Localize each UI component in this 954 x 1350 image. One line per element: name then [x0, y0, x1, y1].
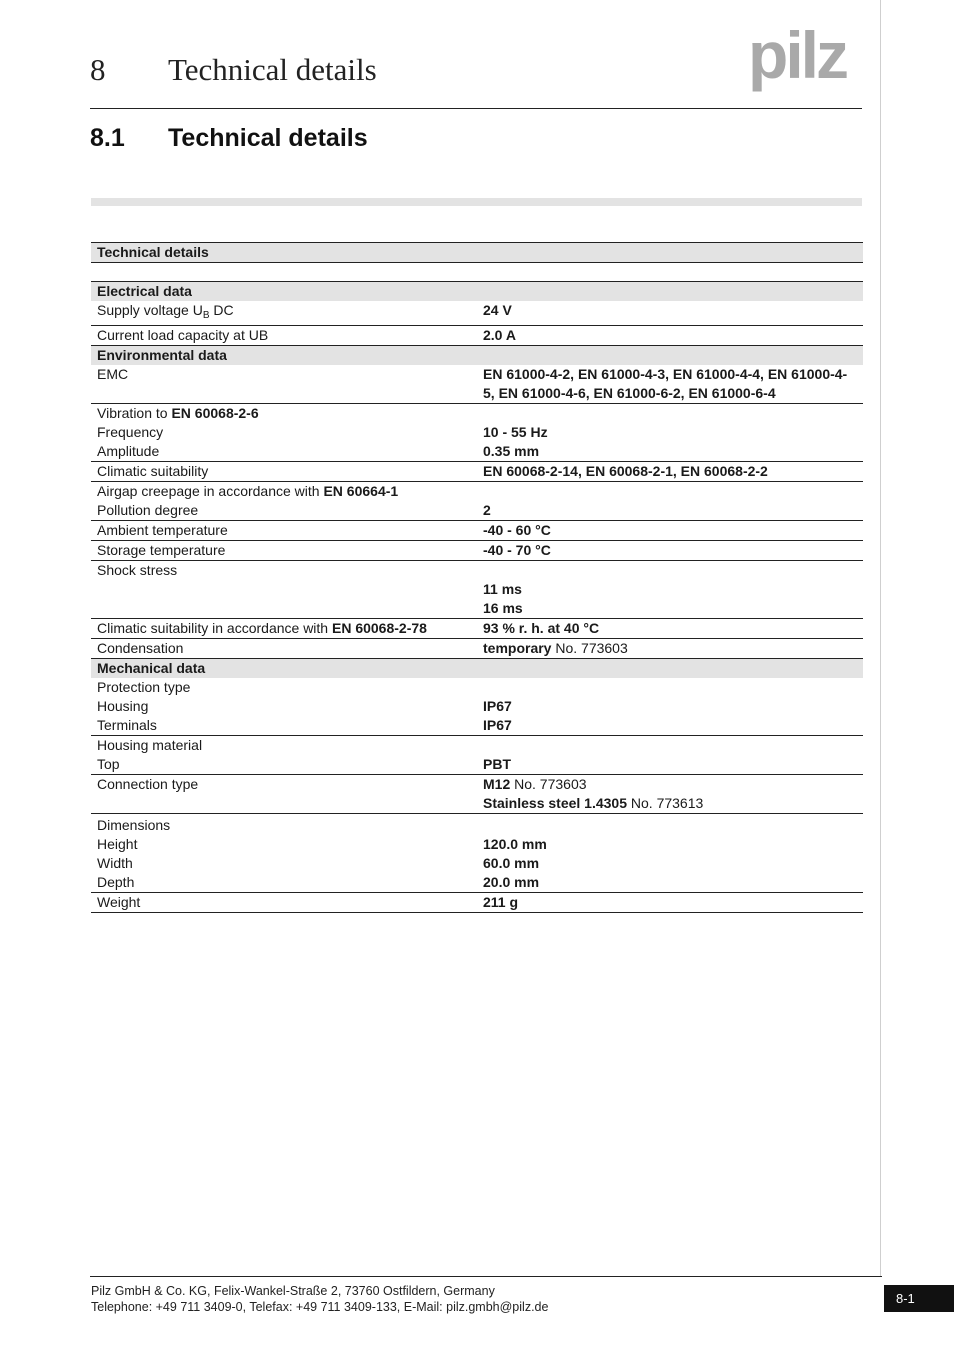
supply-voltage-value: 24 V	[483, 302, 512, 318]
table-row	[91, 893, 863, 913]
width-value: 60.0 mm	[483, 855, 540, 871]
climatic2-value: 93 % r. h. at 40 °C	[477, 619, 863, 639]
storage-value: -40 - 70 °C	[477, 541, 863, 561]
chapter-number: 8	[90, 52, 106, 87]
frequency-label: Frequency	[97, 424, 164, 440]
table-row	[91, 873, 863, 893]
footer-contact: Telephone: +49 711 3409-0, Telefax: +49 711 3409-133, E-Mail: pilz.gmbh@pilz.de	[91, 1300, 549, 1314]
table-row	[91, 580, 863, 599]
grey-band	[91, 198, 862, 206]
depth-label: Depth	[97, 874, 135, 890]
vibration-label: Vibration to EN 60068-2-6	[91, 404, 477, 424]
technical-details-table	[91, 242, 863, 913]
housing-label: Housing	[97, 698, 149, 714]
climatic-value: EN 60068-2-14, EN 60068-2-1, EN 60068-2-2	[477, 462, 863, 482]
table-row	[91, 561, 863, 581]
chapter-heading	[90, 52, 377, 88]
table-row	[91, 404, 863, 424]
table-row	[91, 736, 863, 756]
table-row	[91, 301, 863, 326]
spacer-row	[91, 263, 863, 282]
mechanical-heading: Mechanical data	[91, 659, 863, 679]
environmental-heading: Environmental data	[91, 346, 863, 366]
section-title: Technical details	[168, 124, 368, 152]
table-row	[91, 835, 863, 854]
table-row	[91, 501, 863, 521]
shock-value-2: 16 ms	[483, 600, 523, 616]
table-row	[91, 619, 863, 639]
header-rule	[90, 108, 862, 109]
section-heading	[90, 124, 368, 153]
current-load-label: Current load capacity at UB	[91, 326, 477, 346]
shock-value-1: 11 ms	[483, 581, 522, 597]
housing-value: IP67	[483, 698, 512, 714]
table-row	[91, 462, 863, 482]
group-heading-row	[91, 282, 863, 302]
current-load-value: 2.0 A	[477, 326, 863, 346]
electrical-heading: Electrical data	[91, 282, 863, 302]
ambient-label: Ambient temperature	[91, 521, 477, 541]
housing-material-label: Housing material	[91, 736, 477, 756]
depth-value: 20.0 mm	[483, 874, 540, 890]
chapter-title: Technical details	[168, 52, 377, 87]
table-row	[91, 326, 863, 346]
connection-label: Connection type	[91, 775, 477, 814]
width-label: Width	[97, 855, 133, 871]
supply-voltage-label: Supply voltage $U_B$ DC	[97, 302, 234, 321]
pollution-value: 2	[483, 502, 491, 518]
table-row	[91, 482, 863, 502]
frequency-value: 10 - 55 Hz	[483, 424, 548, 440]
footer	[91, 1283, 548, 1315]
table-heading-row	[91, 243, 863, 263]
table-row	[91, 814, 863, 836]
section-number: 8.1	[90, 124, 125, 152]
table-row	[91, 599, 863, 619]
weight-label: Weight	[91, 893, 477, 913]
amplitude-label: Amplitude	[97, 443, 160, 459]
height-value: 120.0 mm	[483, 836, 547, 852]
climatic2-label: Climatic suitability in accordance with EN 60068-2-78	[91, 619, 477, 639]
top-label: Top	[97, 756, 120, 772]
table-row	[91, 541, 863, 561]
top-value: PBT	[483, 756, 511, 772]
terminals-label: Terminals	[97, 717, 157, 733]
table-row	[91, 755, 863, 775]
shock-label: Shock stress	[91, 561, 477, 581]
table-row	[91, 775, 863, 814]
table-title: Technical details	[91, 243, 863, 263]
condensation-label: Condensation	[91, 639, 477, 659]
amplitude-value: 0.35 mm	[483, 443, 540, 459]
pilz-logo: pilz	[748, 18, 846, 92]
terminals-value: IP67	[483, 717, 512, 733]
airgap-label: Airgap creepage in accordance with EN 60664-1	[91, 482, 477, 502]
table-row	[91, 365, 863, 404]
protection-label: Protection type	[97, 679, 191, 695]
pollution-label: Pollution degree	[97, 502, 199, 518]
footer-rule	[90, 1276, 882, 1277]
group-heading-row	[91, 346, 863, 366]
ambient-value: -40 - 60 °C	[477, 521, 863, 541]
connection-value: M12 No. 773603 Stainless steel 1.4305 No. 773613	[477, 775, 863, 814]
condensation-value: temporary No. 773603	[477, 639, 863, 659]
footer-address: Pilz GmbH & Co. KG, Felix-Wankel-Straße 2, 73760 Ostfildern, Germany	[91, 1284, 495, 1298]
margin-rule	[880, 0, 881, 1276]
weight-value: 211 g	[477, 893, 863, 913]
climatic-label: Climatic suitability	[91, 462, 477, 482]
table-row	[91, 697, 863, 716]
emc-value: EN 61000-4-2, EN 61000-4-3, EN 61000-4-4, EN 61000-4-5, EN 61000-4-6, EN 61000-6-2, EN 61000-6-4	[483, 366, 848, 401]
storage-label: Storage temperature	[91, 541, 477, 561]
page-number: 8-1	[884, 1285, 954, 1312]
table-row	[91, 716, 863, 736]
group-heading-row	[91, 659, 863, 679]
emc-label: EMC	[97, 366, 129, 382]
dimensions-label: Dimensions	[91, 814, 477, 836]
table-row	[91, 442, 863, 462]
height-label: Height	[97, 836, 138, 852]
table-row	[91, 521, 863, 541]
table-row	[91, 854, 863, 873]
table-row	[91, 423, 863, 442]
table-row	[91, 678, 863, 697]
table-row	[91, 639, 863, 659]
